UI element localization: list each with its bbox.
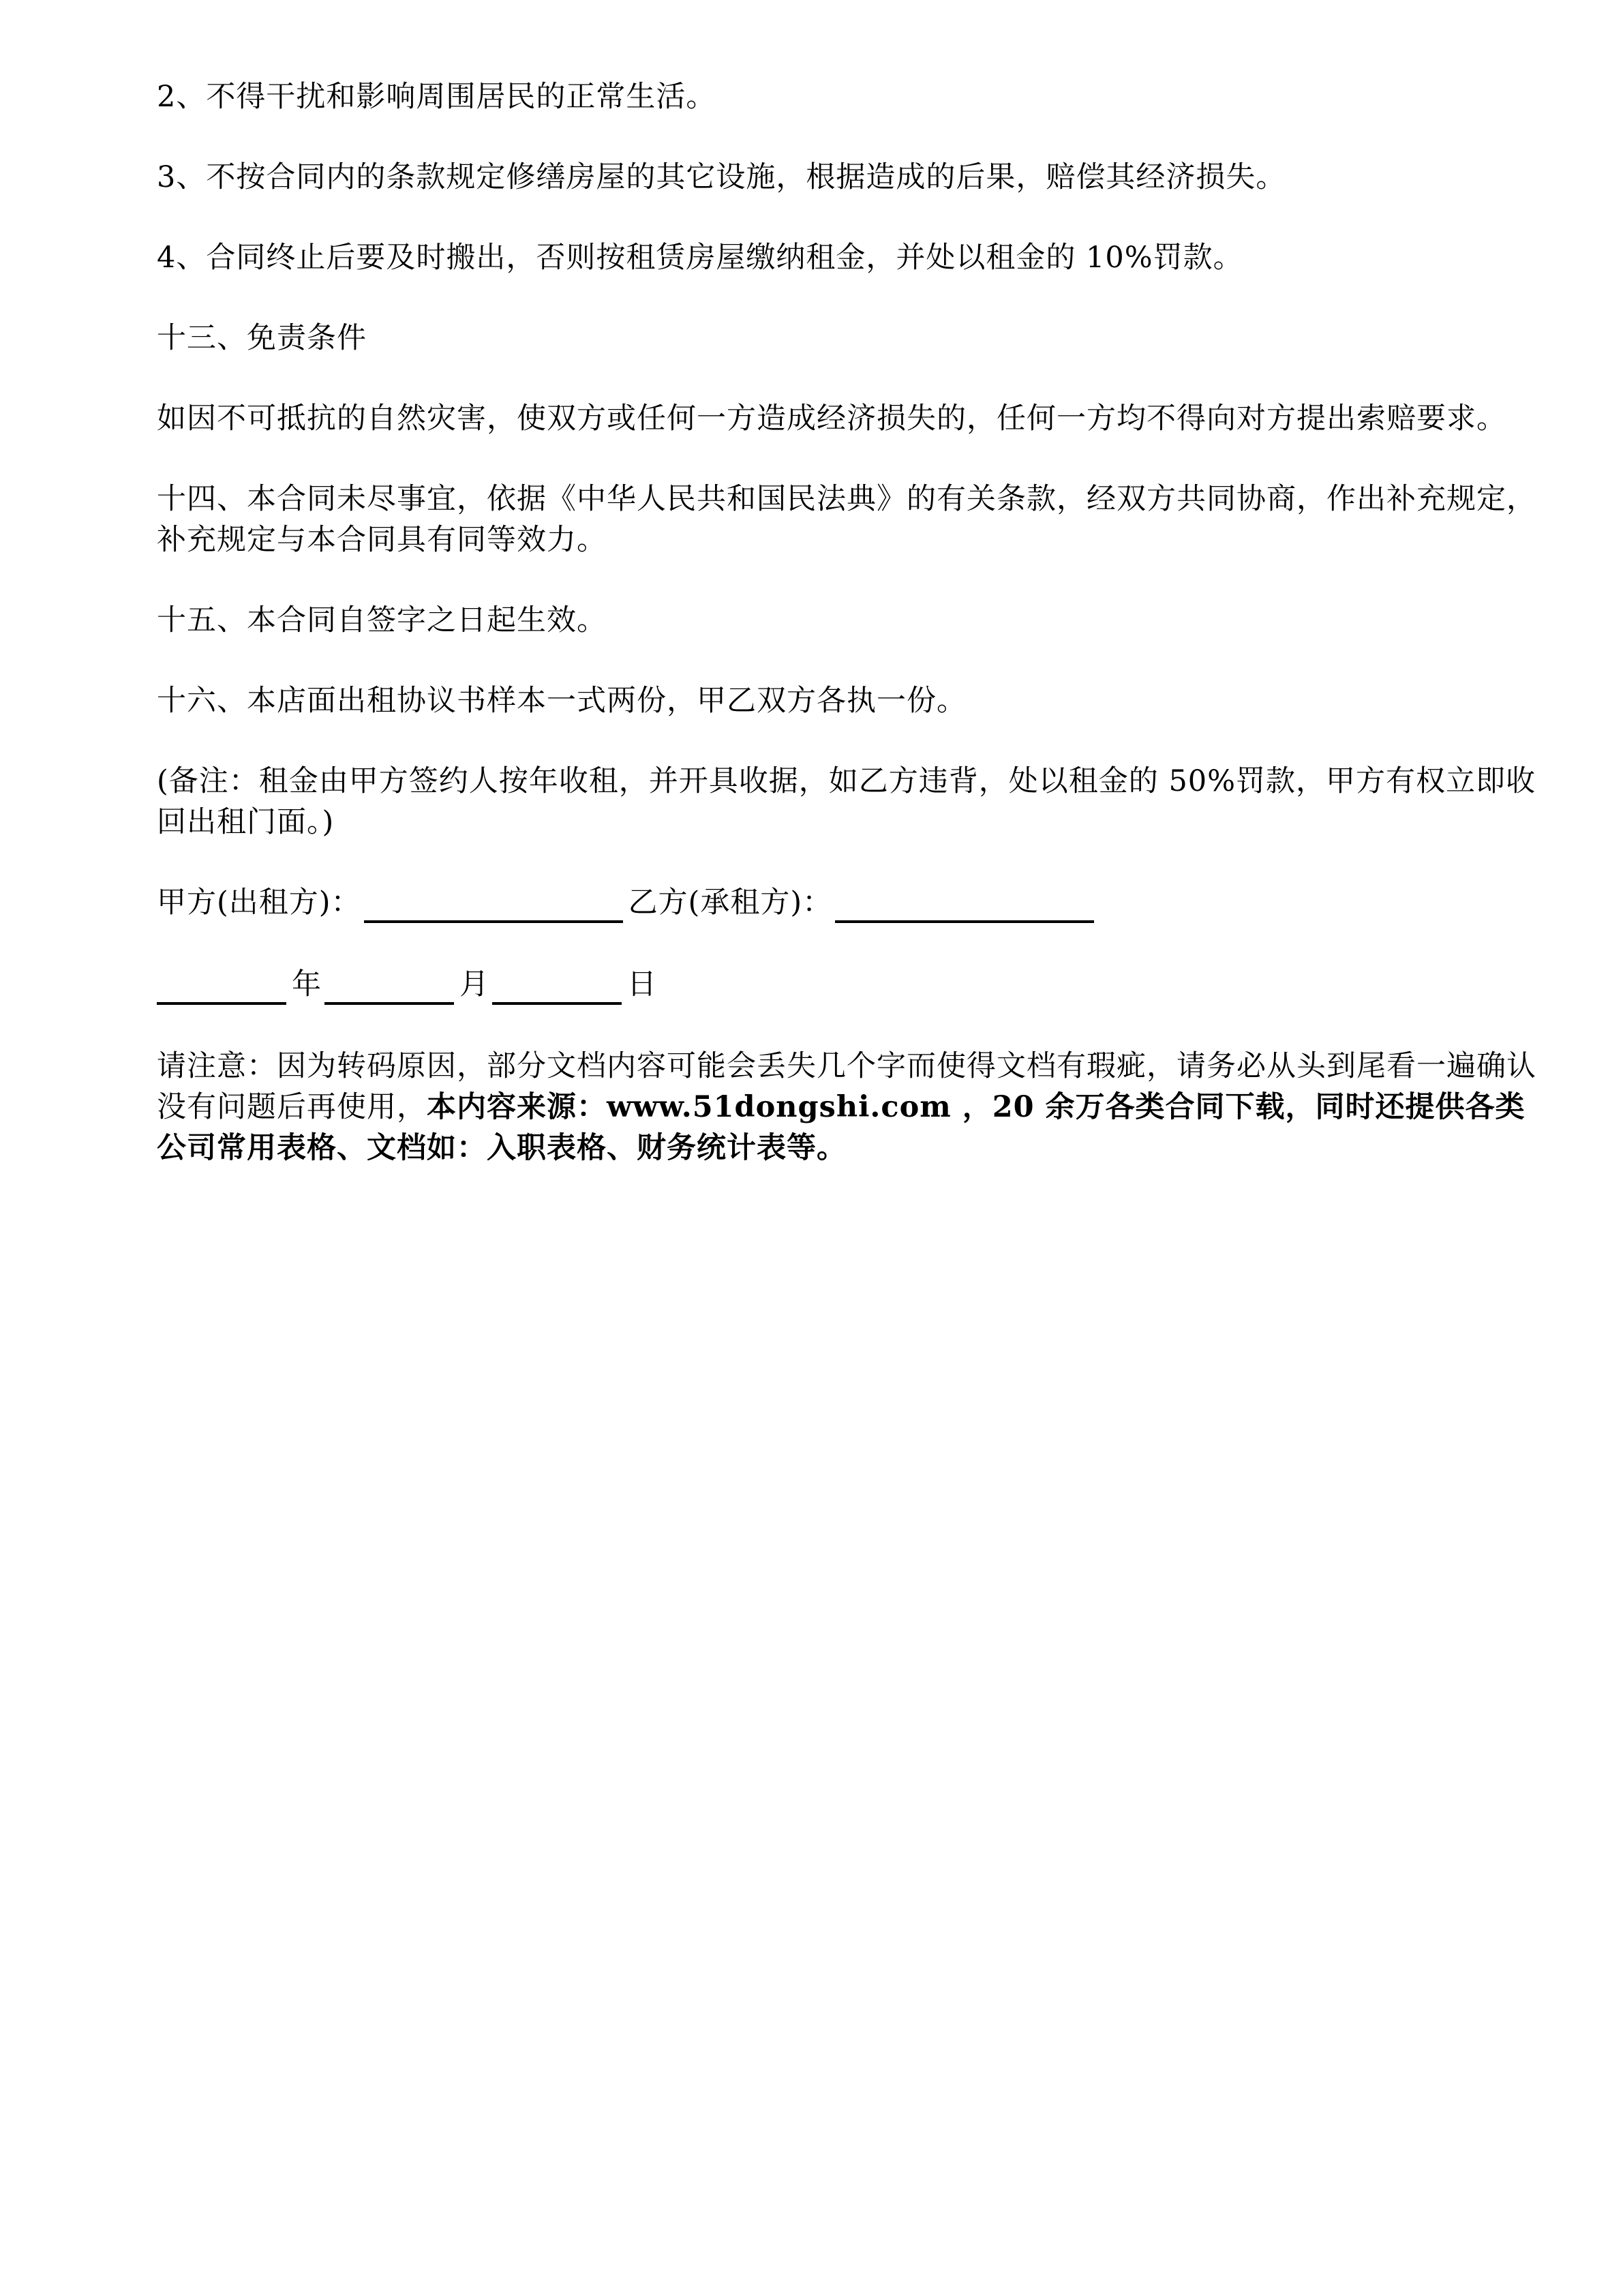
section-15: 十五、本合同自签字之日起生效。	[157, 603, 607, 637]
clause-3: 3、不按合同内的条款规定修缮房屋的其它设施，根据造成的后果，赔偿其经济损失。	[157, 160, 1286, 194]
month-blank[interactable]	[324, 972, 454, 1005]
party-a-label: 甲方(出租方)：	[157, 886, 361, 920]
year-label: 年	[292, 967, 322, 1001]
document-page	[157, 76, 1554, 1208]
clause-4: 4、合同终止后要及时搬出，否则按租赁房屋缴纳租金，并处以租金的 10%罚款。	[157, 241, 1243, 275]
day-blank[interactable]	[492, 972, 622, 1005]
section-16: 十六、本店面出租协议书样本一式两份，甲乙双方各执一份。	[157, 684, 967, 718]
section-14: 十四、本合同未尽事宜，依据《中华人民共和国民法典》的有关条款，经双方共同协商，作出补充规定，补充规定与本合同具有同等效力。	[157, 482, 1536, 557]
section-13-heading: 十三、免责条件	[157, 321, 367, 355]
notice-text: 请注意：因为转码原因，部分文档内容可能会丢失几个字而使得文档有瑕疵，请务必从头到尾看一遍确认没有问题后再使用，	[157, 1049, 1536, 1124]
party-a-signature-blank[interactable]	[364, 890, 623, 923]
year-blank[interactable]	[157, 972, 286, 1005]
notice-source-text: 本内容来源：www.51dongshi.com ，20 余万各类合同下载，同时还提供各类公司常用表格、文档如：入职表格、财务统计表等。	[157, 1090, 1526, 1165]
remark: (备注：租金由甲方签约人按年收租，并开具收据，如乙方违背，处以租金的 50%罚款，甲方有权立即收回出租门面。)	[157, 764, 1536, 839]
clause-2: 2、不得干扰和影响周围居民的正常生活。	[157, 80, 716, 114]
section-13-body: 如因不可抵抗的自然灾害，使双方或任何一方造成经济损失的，任何一方均不得向对方提出索赔要求。	[157, 402, 1506, 436]
date-row	[157, 964, 1554, 1005]
signature-row	[157, 882, 1554, 923]
month-label: 月	[459, 967, 489, 1001]
transcoding-notice	[157, 1046, 1554, 1168]
party-b-label: 乙方(承租方)：	[628, 886, 833, 920]
day-label: 日	[627, 967, 657, 1001]
party-b-signature-blank[interactable]	[835, 890, 1094, 923]
